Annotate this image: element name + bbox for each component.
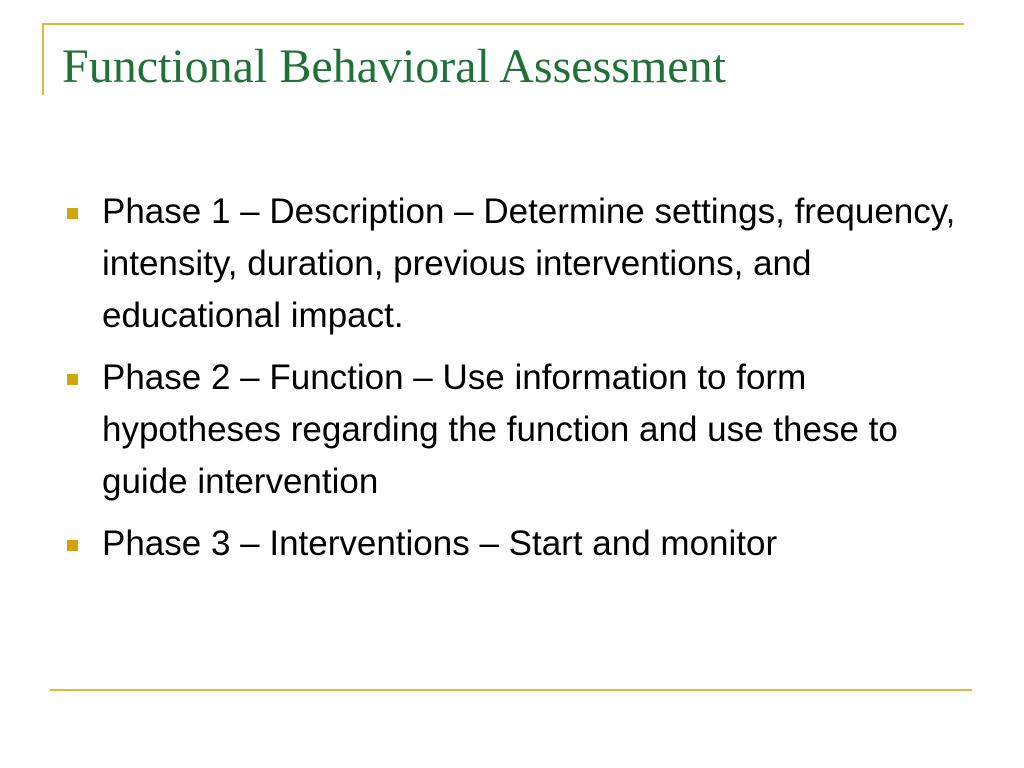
square-bullet-icon: [67, 374, 78, 385]
slide-title: Functional Behavioral Assessment: [62, 40, 726, 93]
bullet-item: [62, 352, 967, 508]
top-accent-rule: [44, 23, 964, 25]
square-bullet-icon: [67, 540, 78, 551]
left-accent-rule: [42, 23, 44, 95]
bullet-text: Phase 3 – Interventions – Start and monitor: [102, 524, 778, 563]
bottom-accent-rule: [50, 689, 972, 691]
bullet-text: Phase 2 – Function – Use information to form hypotheses regarding the function and use these to guide intervention: [102, 358, 898, 501]
bullet-item: [62, 518, 967, 570]
bullet-list: [62, 186, 967, 580]
bullet-item: [62, 186, 967, 342]
square-bullet-icon: [67, 208, 78, 219]
bullet-text: Phase 1 – Description – Determine settings, frequency, intensity, duration, previous interventions, and educational impact.: [102, 192, 956, 335]
